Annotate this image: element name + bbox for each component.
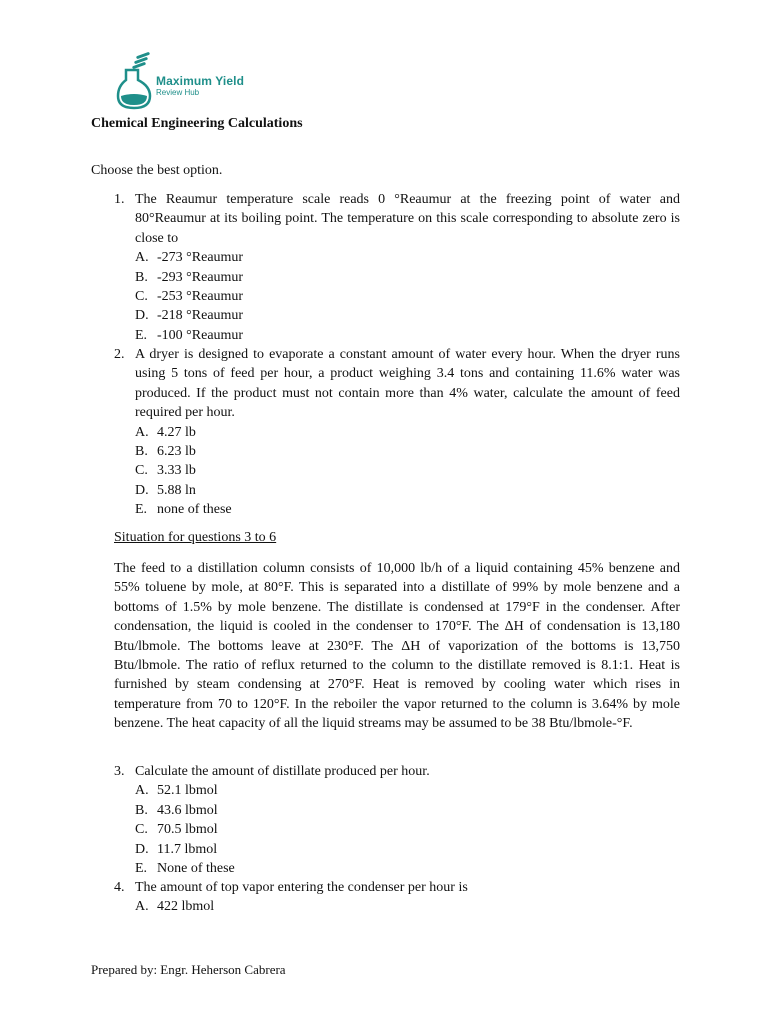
instructions: Choose the best option. bbox=[91, 163, 223, 178]
option-b: B. 43.6 lbmol bbox=[135, 802, 218, 818]
question-1 bbox=[114, 190, 680, 345]
question-4 bbox=[114, 878, 680, 917]
flask-logo-icon bbox=[112, 52, 156, 110]
option-list bbox=[135, 781, 680, 878]
logo-name: Maximum Yield bbox=[156, 74, 244, 88]
question-stem: Calculate the amount of distillate produced per hour. bbox=[135, 764, 430, 779]
question-3 bbox=[114, 762, 680, 878]
question-stem: The amount of top vapor entering the condenser per hour is bbox=[135, 880, 468, 895]
option-b: B. 6.23 lb bbox=[135, 444, 196, 460]
option-c: C. -253 °Reaumur bbox=[135, 289, 244, 304]
option-list bbox=[135, 248, 680, 345]
option-e: E. none of these bbox=[135, 502, 232, 518]
logo bbox=[112, 52, 272, 110]
logo-subtitle: Review Hub bbox=[156, 88, 200, 97]
question-stem: A dryer is designed to evaporate a constant amount of water every hour. When the dryer runs using 5 tons of feed per hour, a product weighing 3.4 tons and containing 11.6% water was produced. If the product must not contain more than 4% water, calculate the amount of feed required per hour. bbox=[135, 347, 680, 421]
question-number: 3. bbox=[114, 764, 125, 779]
question-number: 2. bbox=[114, 347, 125, 362]
question-number: 4. bbox=[114, 880, 125, 895]
option-c: C. 70.5 lbmol bbox=[135, 822, 218, 838]
question-stem: The Reaumur temperature scale reads 0 °Reaumur at the freezing point of water and 80°Reaumur at its boiling point. The temperature on this scale corresponding to absolute zero is close to bbox=[135, 192, 680, 246]
document-title: Chemical Engineering Calculations bbox=[91, 116, 303, 131]
option-c: C. 3.33 lb bbox=[135, 463, 196, 479]
option-d: D. 5.88 ln bbox=[135, 482, 196, 498]
question-number: 1. bbox=[114, 192, 125, 207]
option-e: E. None of these bbox=[135, 860, 235, 876]
option-list bbox=[135, 423, 680, 520]
option-a: A. 422 lbmol bbox=[135, 899, 215, 915]
situation-paragraph: The feed to a distillation column consists of 10,000 lb/h of a liquid containing 45% benzene and 55% toluene by mole, at 80°F. This is separated into a distillate of 99% by mole benzene and a bottoms of 1.5% by mole benzene. The distillate is condensed at 179°F in the condenser. After condensation, the liquid is cooled in the condenser to 170°F. The ΔH of condensation is 13,180 Btu/lbmole. The bottoms leave at 230°F. The ΔH of vaporization of the bottoms is 13,750 Btu/lbmole. The ratio of reflux returned to the column to the distillate removed is 8.1:1. Heat is furnished by steam condensing at 270°F. Heat is removed by cooling water which rises in temperature from 70 to 120°F. In the reboiler the vapor returned to the column is 3.64% by mole benzene. The heat capacity of all the liquid streams may be assumed to be 38 Btu/lbmole-°F. bbox=[114, 561, 680, 732]
option-a: A. 4.27 lb bbox=[135, 424, 196, 440]
option-a: A. 52.1 lbmol bbox=[135, 783, 218, 799]
situation-heading: Situation for questions 3 to 6 bbox=[114, 530, 277, 545]
option-list bbox=[135, 897, 680, 916]
option-b: B. -293 °Reaumur bbox=[135, 269, 244, 285]
option-d: D. -218 °Reaumur bbox=[135, 308, 244, 324]
option-d: D. 11.7 lbmol bbox=[135, 841, 218, 857]
option-e: E. -100 °Reaumur bbox=[135, 327, 244, 343]
question-2 bbox=[114, 345, 680, 520]
footer-author: Prepared by: Engr. Heherson Cabrera bbox=[91, 962, 286, 977]
option-a: A. -273 °Reaumur bbox=[135, 250, 244, 266]
